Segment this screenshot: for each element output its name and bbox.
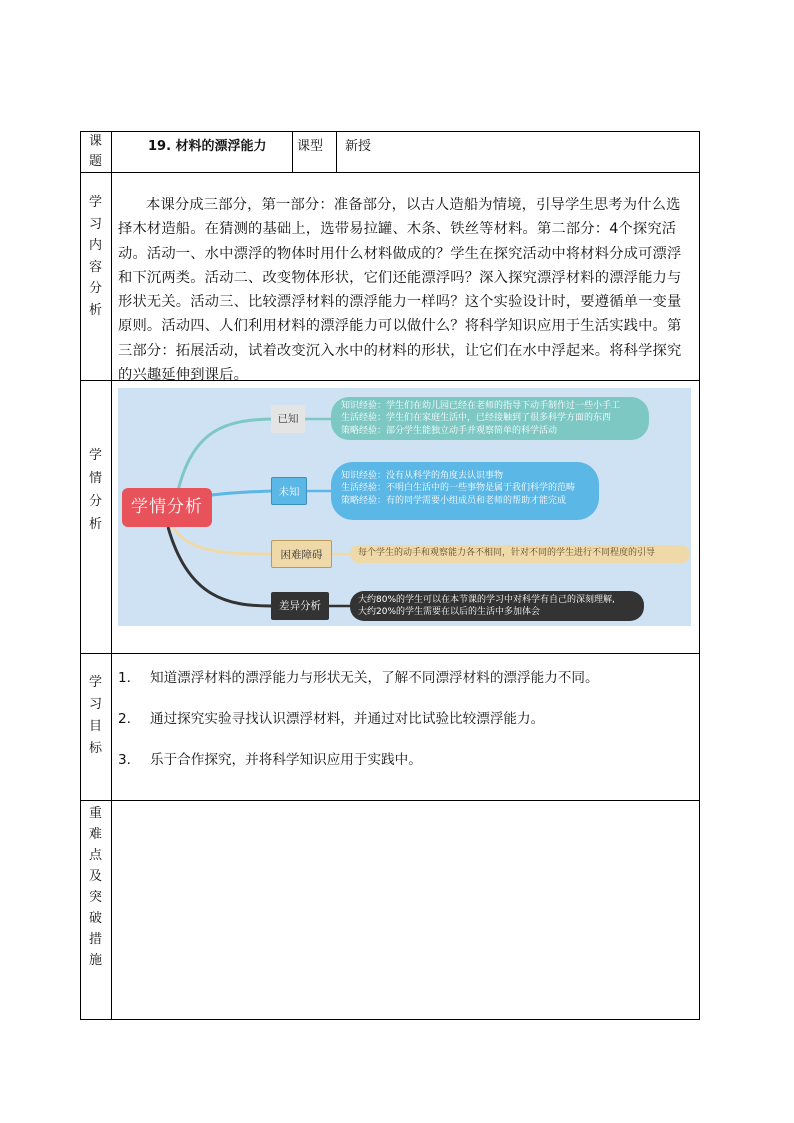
branch-known: 已知 <box>271 405 305 433</box>
branch-unknown: 未知 <box>271 477 307 505</box>
branch-known-details: 知识经验：学生们在幼儿园已经在老师的指导下动手制作过一些小手工 生活经验：学生们在家庭生活中，已经接触到了很多科学方面的东西 策略经验：部分学生能独立动手并观察简单的科学活动 <box>331 397 649 440</box>
connector-difficulty <box>173 527 271 554</box>
goals-label: 学 习 目 标 <box>88 675 102 756</box>
goal-item: 1. 知道漂浮材料的漂浮能力与形状无关，了解不同漂浮材料的漂浮能力不同。 <box>118 670 599 686</box>
type-value: 新授 <box>345 139 372 154</box>
branch-difficulty-details: 每个学生的动手和观察能力各不相同，针对不同的学生进行不同程度的引导 <box>350 545 690 563</box>
branch-difficulty: 困难障碍 <box>271 540 332 568</box>
key-points-label: 重 难 点 及 突 破 措 施 <box>88 806 102 968</box>
content-analysis-label: 学 习 内 容 分 析 <box>88 195 102 318</box>
branch-unknown-details: 知识经验：没有从科学的角度去认识事物 生活经验：不明白生活中的一些事物是属于我们科学的范畴 策略经验：有的同学需要小组成员和老师的帮助才能完成 <box>331 462 599 520</box>
mindmap-root: 学情分析 <box>122 488 212 527</box>
type-label: 课型 <box>297 139 324 154</box>
branch-difference: 差异分析 <box>271 592 329 620</box>
student-analysis-label: 学 情 分 析 <box>88 448 102 532</box>
topic-label: 课 题 <box>88 134 102 169</box>
goal-item: 3. 乐于合作探究，并将科学知识应用于实践中。 <box>118 752 422 768</box>
lesson-topic: 19. 材料的漂浮能力 <box>148 139 267 154</box>
content-analysis-text: 本课分成三部分，第一部分：准备部分，以古人造船为情境，引导学生思考为什么选择木材造船。在猜测的基础上，选带易拉罐、木条、铁丝等材料。第二部分：4个探究活动。活动一、水中漂浮的物体时用什么材料做成的？学生在探究活动中将材料分成可漂浮和下沉两类。活动二、改变物体形状，它们还能漂浮吗？深入探究漂浮材料的漂浮能力与形状无关。活动三、比较漂浮材料的漂浮能力一样吗？这个实验设计时，要遵循单一变量原则。活动四、人们利用材料的漂浮能力可以做什么？将科学知识应用于生活实践中。第三部分：拓展活动，试着改变沉入水中的材料的形状，让它们在水中浮起来。将科学探究的兴趣延伸到课后。 <box>118 197 682 384</box>
student-analysis-mindmap <box>118 388 691 626</box>
connector-known <box>178 419 271 491</box>
connector-unknown <box>212 491 271 495</box>
goal-item: 2. 通过探究实验寻找认识漂浮材料，并通过对比试验比较漂浮能力。 <box>118 711 545 727</box>
key-points-content <box>112 801 699 1019</box>
branch-difference-details: 大约80%的学生可以在本节课的学习中对科学有自己的深刻理解, 大约20%的学生需要在以后的生活中多加体会 <box>350 591 644 621</box>
